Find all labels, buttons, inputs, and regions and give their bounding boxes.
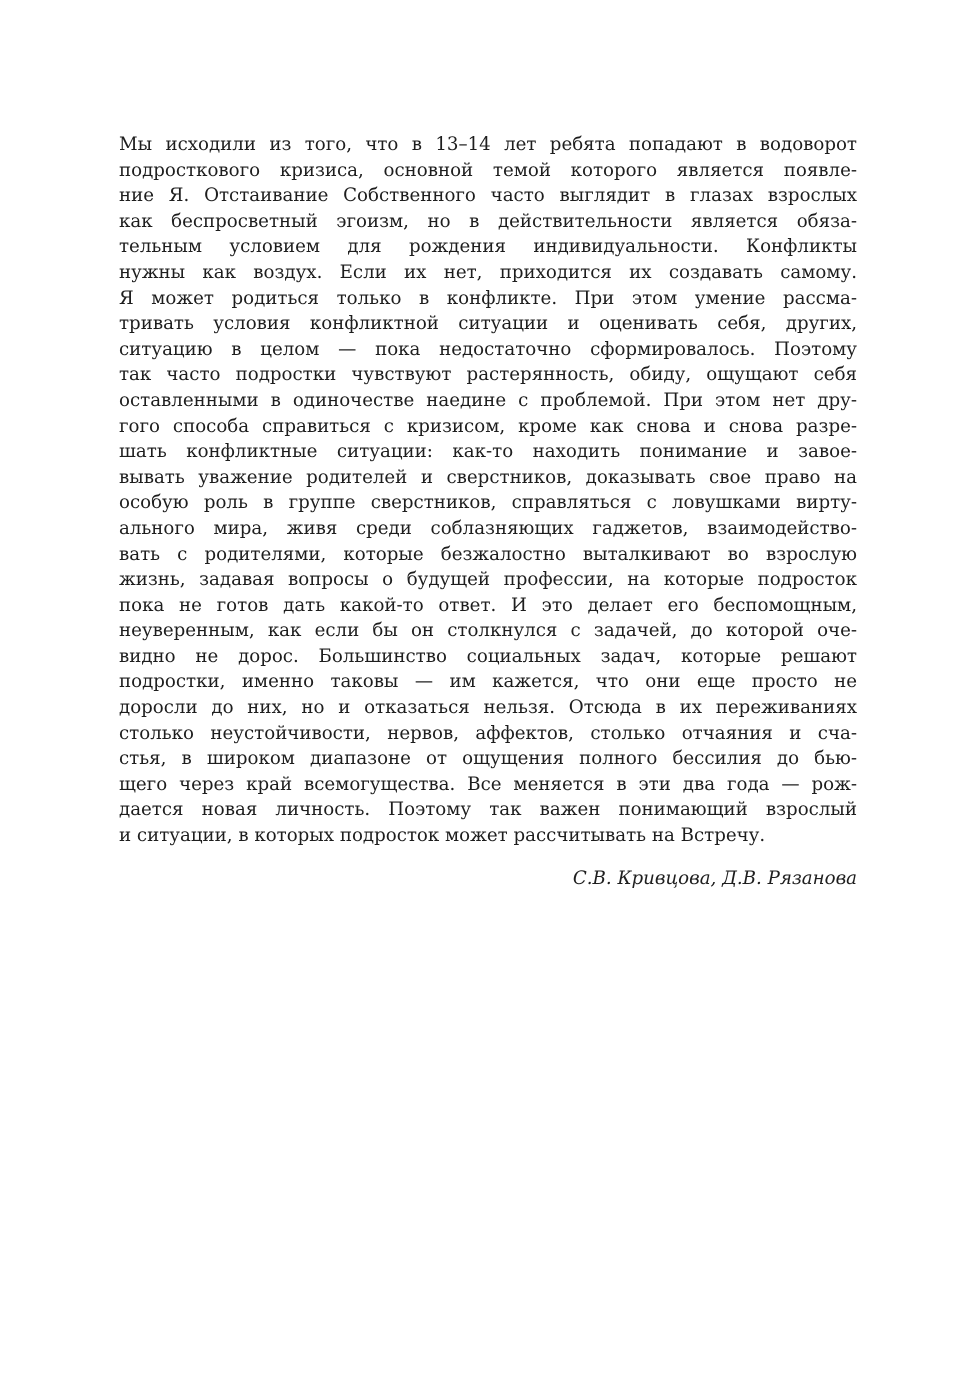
paragraph-line: ситуацию в целом — пока недостаточно сформировалось. Поэтому xyxy=(119,338,857,360)
paragraph-line: вать с родителями, которые безжалостно выталкивают во взрослую xyxy=(119,543,857,565)
paragraph-line: видно не дорос. Большинство социальных задач, которые решают xyxy=(119,645,857,667)
paragraph-line: тривать условия конфликтной ситуации и оценивать себя, других, xyxy=(119,313,857,335)
paragraph-line: столько неустойчивости, нервов, аффектов, столько отчаяния и сча- xyxy=(119,722,857,744)
paragraph-line: подросткового кризиса, основной темой которого является появле- xyxy=(119,159,857,181)
paragraph-line: стья, в широком диапазоне от ощущения полного бессилия до бью- xyxy=(119,748,857,770)
paragraph-line: Я может родиться только в конфликте. При этом умение рассма- xyxy=(119,287,857,309)
paragraph-line: ального мира, живя среди соблазняющих гаджетов, взаимодейство- xyxy=(119,517,857,539)
author-attribution: С.В. Кривцова, Д.В. Рязанова xyxy=(572,868,857,889)
paragraph-line: оставленными в одиночестве наедине с проблемой. При этом нет дру- xyxy=(119,389,857,411)
paragraph-line: неуверенным, как если бы он столкнулся с задачей, до которой оче- xyxy=(119,620,857,642)
main-paragraph xyxy=(119,132,857,849)
paragraph-line: как беспросветный эгоизм, но в действительности является обяза- xyxy=(119,210,857,232)
paragraph-line: щего через край всемогущества. Все меняется в эти два года — рож- xyxy=(119,773,857,795)
paragraph-line: доросли до них, но и отказаться нельзя. Отсюда в их переживаниях xyxy=(119,697,857,719)
paragraph-line: и ситуации, в которых подросток может рассчитывать на Встречу. xyxy=(119,825,766,847)
paragraph-line: Мы исходили из того, что в 13–14 лет ребята попадают в водоворот xyxy=(119,134,857,155)
paragraph-line: тельным условием для рождения индивидуальности. Конфликты xyxy=(119,236,857,258)
paragraph-line: гого способа справиться с кризисом, кроме как снова и снова разре- xyxy=(119,415,857,437)
paragraph-line: ние Я. Отстаивание Собственного часто выглядит в глазах взрослых xyxy=(119,185,857,207)
paragraph-line: пока не готов дать какой-то ответ. И это делает его беспомощным, xyxy=(119,594,857,616)
paragraph-line: жизнь, задавая вопросы о будущей профессии, на которые подросток xyxy=(119,569,857,591)
paragraph-line: особую роль в группе сверстников, справляться с ловушками вирту- xyxy=(119,492,857,514)
paragraph-line: дается новая личность. Поэтому так важен понимающий взрослый xyxy=(119,799,857,821)
paragraph-line: шать конфликтные ситуации: как-то находить понимание и завое- xyxy=(119,441,857,463)
paragraph-line: подростки, именно таковы — им кажется, что они еще просто не xyxy=(119,671,857,693)
paragraph-line: вывать уважение родителей и сверстников, доказывать свое право на xyxy=(119,466,857,488)
paragraph-line: так часто подростки чувствуют растерянность, обиду, ощущают себя xyxy=(119,364,857,386)
paragraph-line: нужны как воздух. Если их нет, приходится их создавать самому. xyxy=(119,261,857,283)
